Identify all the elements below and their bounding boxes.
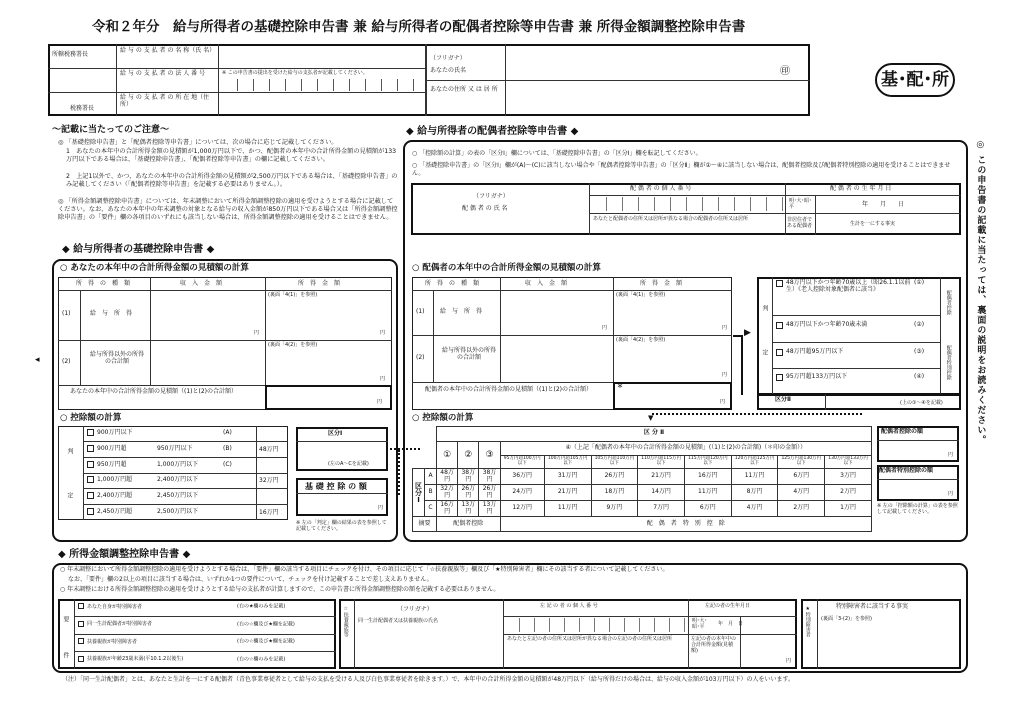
payer-name-label: 給 与 の 支 払 者 の 名 称（氏 名）: [120, 47, 216, 54]
haigu-row2-shotoku-field[interactable]: [615, 346, 729, 380]
judge-option-code: (①): [914, 279, 925, 286]
haigu-total-yen: 円: [720, 399, 726, 405]
kiso-option-upper: 2,500万円以下: [157, 508, 199, 515]
haigu-col-shotoku: 所 得 金 額: [640, 280, 683, 287]
table-footer-tokubetsu: 配 偶 者 特 別 控 除: [500, 517, 871, 532]
kiso-row2-yen: 円: [380, 376, 386, 382]
youken-item[interactable]: [78, 621, 295, 628]
checkbox[interactable]: [776, 349, 783, 356]
kiso-calc-title: ○ あなたの本年中の合計所得金額の見積額の計算: [60, 263, 249, 273]
kiso-total-yen: 円: [377, 399, 383, 405]
table-cell: 16万円: [437, 501, 458, 517]
your-name-field[interactable]: [508, 46, 808, 78]
judge-option-label: 48万円以下かつ年齢70歳未満: [786, 321, 868, 328]
kubun2-note: (上の①～④を記載): [900, 400, 943, 406]
spouse-era: 明･大･昭･平: [789, 198, 812, 210]
haigu-row2-yen: 円: [722, 372, 728, 378]
checkbox[interactable]: [78, 656, 84, 662]
left-edge-marker: ◂: [35, 355, 40, 365]
fuyou-name-label: 同一生計配偶者又は扶養親族の氏名: [358, 618, 439, 624]
kubun2-label: 区分Ⅱ: [775, 396, 791, 403]
judge-option-code: (④): [914, 373, 925, 380]
payer-number-note: ※ この申告書の提出を受けた給与の支払者が記載してください。: [222, 70, 368, 76]
haigu-row1-yen: 円: [602, 325, 608, 331]
spouse-address-diff: あなたと配偶者の住所又は居所が異なる場合の配偶者の住所又は居所: [593, 216, 749, 222]
fuyou-number-label: 左 記 の 者 の 個 人 番 号: [540, 603, 598, 609]
table-cell: 6万円: [684, 501, 731, 517]
judge-option-row[interactable]: [776, 322, 938, 330]
tax-office-label: 所轄税務署長: [52, 51, 89, 58]
table-cell: 18万円: [591, 485, 638, 501]
spouse-birth-label: 配 偶 者 の 生 年 月 日: [830, 185, 892, 192]
kiso-row2-label: 給与所得以外の所得の合計額: [89, 351, 144, 365]
payer-number-cells[interactable]: [222, 79, 422, 91]
table-col4-head: ④（上記「配偶者の本年中の合計所得金額の見積額」(（1)と(2)の合計額)（＊印の金額））: [500, 441, 871, 455]
haigu-box-note: ※ 左の「控除額の計算」の表を参照して記載してください。: [877, 503, 958, 515]
table-cell: 31万円: [544, 469, 591, 485]
kubun1-field[interactable]: [300, 444, 384, 461]
haigu-note-1: ○ 「控除額の計算」の表の「区分Ⅰ」欄については、「基礎控除申告書」の「区分Ⅰ」欄を転記してください。: [412, 150, 702, 157]
fuyou-income-field[interactable]: [742, 637, 794, 667]
table-cell: 7万円: [638, 501, 685, 517]
table-range-head: 110万円超115万円以下: [638, 455, 685, 469]
fuyou-era: 明･大･昭･平: [692, 618, 708, 630]
table-cell: 36万円: [500, 469, 544, 485]
your-address-field[interactable]: [508, 82, 808, 114]
kiso-option-upper: 2,450万円以下: [157, 492, 199, 500]
kiso-option-row[interactable]: [87, 476, 241, 484]
table-footer-tekiyo: 摘要: [413, 517, 437, 532]
nonresident-label: 非居住者である配偶者: [787, 217, 813, 229]
checkbox[interactable]: [78, 638, 84, 644]
kiso-option-code: (B): [223, 444, 232, 452]
kiso-option-row[interactable]: [87, 492, 241, 500]
youken-item-label: あなた自身が特別障害者: [87, 603, 143, 610]
table-cell: 26万円: [458, 485, 479, 501]
checkbox[interactable]: [776, 322, 783, 329]
haigu-total-field[interactable]: [613, 382, 732, 410]
table-cell: 26万円: [479, 485, 500, 501]
haigu-note-2: ○ 「基礎控除申告書」の「区分Ⅰ」欄が(A)～(C)に該当しない場合や「配偶者控除等申告書」の「区分Ⅱ」欄が①～④に該当しない場合は、配偶者控除及び配偶者特別控除の適用を受けることはできません。: [412, 162, 951, 177]
judge-side-2: 配偶者特別控除: [945, 345, 952, 380]
your-name-label: あなたの氏名: [430, 67, 467, 74]
table-range-head: 95万円超100万円以下: [500, 455, 544, 469]
judge-option-label: 95万円超133万円以下: [786, 373, 848, 380]
table-range-head: 105万円超110万円以下: [591, 455, 638, 469]
kiso-option-row[interactable]: [87, 508, 241, 516]
spouse-name-label: 配 偶 者 の 氏 名: [462, 205, 508, 212]
kiso-row2-ref: (裏面「4(2)」を参照): [268, 342, 318, 348]
form-type-badge: 基･配･所: [875, 63, 955, 97]
table-cell: 21万円: [544, 485, 591, 501]
haigu-row1-label: 給 与 所 得: [440, 308, 483, 315]
spouse-special-field[interactable]: [880, 481, 944, 499]
spouse-ymd: 年 月 日: [862, 201, 905, 208]
kiso-option-lower: 2,400万円超: [97, 492, 133, 500]
kiso-option-amount: 16万円: [259, 509, 279, 516]
haigu-calc-title: ○ 配偶者の本年中の合計所得金額の見積額の計算: [412, 263, 601, 273]
indiv-number-label: 配 偶 者 の 個 人 番 号: [630, 185, 692, 192]
haigu-row1-shotoku-field[interactable]: [615, 300, 729, 333]
table-cell: 13万円: [458, 501, 479, 517]
kiso-connector-v: [398, 450, 400, 495]
table-range-head: 125万円超130万円以下: [778, 455, 825, 469]
table-cell: 21万円: [638, 469, 685, 485]
checkbox[interactable]: [87, 508, 94, 515]
kiso-option-upper: 2,400万円以下: [157, 476, 199, 484]
kiso-hantei: 判 定: [65, 448, 73, 514]
kiso-row1-label: 給 与 所 得: [90, 310, 133, 317]
kiso-option-lower: 900万円以下: [97, 429, 133, 436]
kiso-amount-yen: 円: [378, 505, 384, 511]
youken-item-label: 扶養親族が特別障害者: [87, 638, 138, 645]
tokubetsu-field[interactable]: [820, 626, 958, 666]
table-cell: 16万円: [684, 469, 731, 485]
fuyou-label: ☆扶養親族等: [342, 606, 349, 637]
youken-item-label: 扶養親族が年齢23歳未満(平10.1.2以後生): [87, 656, 184, 662]
kiso-row1-shotoku-field[interactable]: [267, 300, 389, 338]
youken-item-right: (右の☆欄及び★欄を記載): [237, 638, 295, 645]
kiso-col-income: 収 入 金 額: [180, 280, 223, 287]
footnote: （注）「同一生計配偶者」とは、あなたと生計を一にする配偶者（青色事業専従者として給与の支払を受ける人及び白色事業専従者を除きます。）で、本年中の合計所得金額の見積額が48万円以下（給与所得だけの場合は、給与の収入金額が103万円以下）の人をいいます。: [62, 676, 795, 683]
table-row-key: A: [425, 469, 437, 485]
judge-option-row[interactable]: [776, 374, 938, 382]
notes-line-2: 1 あなたの本年中の合計所得金額の見積額が1,000万円以下で、かつ、配偶者の本年中の合計所得金額の見積額が133万円以下である場合は、「基礎控除申告書」、「配偶者控除等申告書」の欄に記載してください。: [66, 148, 397, 163]
kiso-row2-shotoku-field[interactable]: [267, 350, 389, 383]
spouse-number-cells[interactable]: [591, 197, 783, 211]
table-cell: 11万円: [731, 469, 778, 485]
checkbox[interactable]: [87, 492, 94, 499]
your-address-label: あなたの住所 又 は 居 所: [430, 86, 498, 93]
kiso-option-lower: 950万円超: [97, 460, 127, 468]
tokubetsu-ref: (裏面「3-(2)」を参照): [821, 616, 872, 622]
checkbox[interactable]: [776, 280, 783, 287]
table-cell: 2万円: [825, 485, 872, 501]
table-cell: 8万円: [731, 485, 778, 501]
table-cell: 3万円: [825, 469, 872, 485]
table-cell: 1万円: [825, 501, 872, 517]
fuyou-address-label: あなたと左記の者の住所又は居所が異なる場合の左記の者の住所又は居所: [507, 636, 673, 642]
haigu-row2-no: (2): [416, 354, 425, 361]
fuyou-income-yen: 円: [786, 658, 792, 664]
kiso-option-lower: 1,000万円超: [97, 476, 133, 484]
haigu-col-type: 所 得 の 種 類: [425, 280, 480, 287]
notes-line-1: ◎ 「基礎控除申告書」と「配偶者控除等申告書」については、次の場合に応じて記載してください。: [58, 139, 338, 146]
shotoku-heading: ◆ 所得金額調整控除申告書 ◆: [58, 549, 191, 560]
kiso-option-row[interactable]: [87, 445, 241, 453]
kubun2-connector: [652, 413, 862, 415]
haigu-heading: ◆ 給与所得者の配偶者控除等申告書 ◆: [406, 126, 579, 137]
spouse-name-field[interactable]: [414, 216, 586, 233]
kiso-option-lower: 900万円超: [97, 444, 127, 452]
seal-mark: ㊞: [780, 66, 790, 77]
table-spacer: [413, 455, 437, 469]
spouse-deduction-field[interactable]: [880, 442, 944, 460]
checkbox[interactable]: [78, 621, 84, 627]
furigana-label: （フリガナ）: [430, 55, 466, 62]
notes-heading: ～記載に当たってのご注意～: [52, 125, 170, 135]
kiso-option-code: (A): [223, 429, 232, 436]
spouse-deduction-label: 配偶者控除の額: [881, 428, 924, 435]
kubun2-connector-head: ▼: [648, 414, 654, 422]
checkbox[interactable]: [87, 429, 94, 436]
kiso-heading: ◆ 給与所得者の基礎控除申告書 ◆: [62, 244, 215, 255]
kubun2-field[interactable]: [828, 396, 898, 408]
payer-address-label: 給 与 の 支 払 者 の 所 在 地（住 所）: [120, 94, 210, 108]
haigu-row1-ref: (裏面「4(1)」を参照): [616, 292, 666, 298]
kiso-option-code: (C): [223, 460, 232, 468]
table-col-head: ③: [479, 441, 500, 469]
haigu-row2-ref: (裏面「4(2)」を参照): [616, 337, 666, 343]
tax-office-suffix: 税務署長: [70, 105, 95, 112]
haigu-col-income: 収 入 金 額: [525, 280, 568, 287]
tokubetsu-title: 特別障害者に該当する事実: [836, 603, 909, 610]
checkbox[interactable]: [87, 476, 94, 483]
notes-line-3: 2 上記1以外で、かつ、あなたの本年中の合計所得金額の見積額が2,500万円以下である場合は、「基礎控除申告書」のみ記載してください（「配偶者控除等申告書」を記載する必要はありません。）。: [66, 173, 398, 188]
spouse-deduction-yen: 円: [948, 452, 954, 458]
kiso-option-lower: 2,450万円超: [97, 508, 133, 515]
youken-item-label: 同一生計配偶者が特別障害者: [87, 621, 153, 627]
table-cell: 4万円: [778, 485, 825, 501]
kubun1-note: (左のA～Cを記載): [328, 461, 369, 467]
checkbox[interactable]: [776, 374, 783, 381]
youken-item-right: (右の★欄のみを記載): [237, 603, 286, 610]
table-row-key: C: [425, 501, 437, 517]
spouse-special-yen: 円: [948, 491, 954, 497]
shotoku-note-3: ○ 年末調整における所得金額調整控除の適用を受けようとする給与の支払者が計算しますので、この申告書に所得金額調整控除の額を記載する必要はありません。: [60, 586, 500, 593]
table-cell: 38万円: [479, 469, 500, 485]
kiso-total-label: あなたの本年中の合計所得金額の見積額（(1)と(2)の合計額）: [70, 388, 237, 395]
side-note: ◎ この申告書の記載に当たっては、裏面の説明をお読みください。: [975, 140, 986, 446]
table-footer-haigu: 配偶者控除: [437, 517, 501, 532]
kiso-row1-income-field[interactable]: [152, 292, 262, 338]
kiso-option-upper: 950万円以下: [157, 444, 193, 452]
fuyou-birth-label: 左記の者の生年月日: [705, 603, 751, 609]
haigu-total-label: 配偶者の本年中の合計所得金額の見積額（(1)と(2)の合計額）: [425, 386, 592, 393]
fuyou-ymd: 年 月 日: [718, 621, 744, 627]
kiso-col-type: 所 得 の 種 類: [76, 280, 131, 287]
kiso-row1-no: (1): [62, 310, 71, 317]
table-cell: 11万円: [544, 501, 591, 517]
kiso-amount-note: ※ 左の「判定」欄の結果の表を参照して記載してください。: [296, 520, 387, 532]
table-range-head: 115万円超120万円以下: [684, 455, 731, 469]
haigu-row1-no: (1): [416, 308, 425, 315]
fuyou-number-cells[interactable]: [505, 618, 686, 632]
table-row-key: B: [425, 485, 437, 501]
table-range-head: 130万円超133万円以下: [825, 455, 872, 469]
checkbox[interactable]: [87, 461, 94, 468]
kiso-col-shotoku: 所 得 金 額: [298, 280, 341, 287]
kiso-option-upper: 1,000万円以下: [157, 460, 199, 468]
judge-option-row[interactable]: [776, 280, 938, 294]
youken-item[interactable]: [78, 656, 285, 663]
youken-item-right: (右の☆欄及び★欄を記載): [237, 621, 295, 627]
table-cell: 2万円: [778, 501, 825, 517]
form-title: 令和２年分 給与所得者の基礎控除申告書 兼 給与所得者の配偶者控除等申告書 兼 所得金額調整控除申告書: [92, 19, 746, 35]
table-cell: 6万円: [778, 469, 825, 485]
haigu-row1-income-field[interactable]: [502, 292, 610, 333]
judge-option-label: 48万円超95万円以下: [786, 348, 844, 355]
judge-side-1: 配偶者控除: [945, 290, 952, 315]
kiso-amount-label: 基 礎 控 除 の 額: [305, 482, 367, 491]
table-cell: 32万円: [437, 485, 458, 501]
table-range-head: 100万円超105万円以下: [544, 455, 591, 469]
table-col-head: ①: [437, 441, 458, 469]
haigu-row1-yen2: 円: [722, 325, 728, 331]
spouse-special-label: 配偶者特別控除の額: [879, 467, 934, 474]
fuyou-name-field[interactable]: [357, 630, 500, 666]
haigu-deduction-title: ○ 控除額の計算: [412, 413, 474, 423]
haigu-deduction-table: [412, 426, 872, 532]
kiso-option-row[interactable]: [87, 429, 241, 437]
kiso-option-amount: 48万円: [259, 446, 279, 453]
table-cell: 9万円: [591, 501, 638, 517]
notes-line-4: ◎ 「所得金額調整控除申告書」については、年末調整において所得金額調整控除の適用を受けようとする場合に記載してください。なお、あなたの本年中の年末調整の対象となる給与の収入金額が850万円以下である場合又は「所得金額調整控除申告書」の「要件」欄の各項目のいずれにも該当しない場合は、所得金額調整控除の適用を受けることはできません。: [58, 198, 398, 221]
table-cell: 24万円: [500, 485, 544, 501]
table-cell: 12万円: [500, 501, 544, 517]
table-range-head: 120万円超125万円以下: [731, 455, 778, 469]
judge-label: 判 定: [760, 305, 768, 371]
kiso-row1-yen: 円: [254, 330, 260, 336]
kiso-amount-field[interactable]: [300, 495, 375, 514]
spouse-furigana: （フリガナ）: [473, 193, 509, 200]
table-cell: 4万円: [731, 501, 778, 517]
haigu-row2-label: 給与所得以外の所得の合計額: [441, 347, 496, 361]
youken-item[interactable]: [78, 638, 295, 645]
kiso-option-amount: 32万円: [259, 477, 279, 485]
youken-label: 要 件: [61, 616, 69, 670]
table-head-kubun2: 区 分 Ⅱ: [437, 427, 872, 442]
tokubetsu-label: ★特別障害者: [804, 606, 811, 637]
kiso-row1-ref: (裏面「4(1)」を参照): [268, 292, 318, 298]
same-living-label: 生計を一にする事実: [850, 221, 896, 227]
table-cell: 48万円: [437, 469, 458, 485]
youken-item[interactable]: [78, 603, 285, 610]
table-spacer: [413, 427, 437, 456]
kiso-deduction-title: ○ 控除額の計算: [60, 413, 122, 423]
payer-address-field[interactable]: [220, 94, 423, 114]
checkbox[interactable]: [87, 445, 94, 452]
table-kubun1-side: 区分Ⅰ: [413, 469, 425, 517]
checkbox[interactable]: [78, 603, 84, 609]
judge-option-row[interactable]: [776, 349, 938, 357]
haigu-star: ＊: [617, 383, 624, 390]
payer-name-field[interactable]: [220, 46, 423, 66]
kiso-row2-no: (2): [62, 358, 71, 365]
kiso-option-row[interactable]: [87, 461, 241, 469]
judge-option-code: (③): [914, 348, 925, 355]
kiso-total-field[interactable]: [265, 385, 392, 410]
shotoku-note-2: なお、「要件」欄の2以上の項目に該当する場合は、いずれか1つの要件について、チェックを付け記載することで差し支えありません。: [68, 576, 433, 583]
judge-option-label: 48万円以下かつ年齢70歳以上（昭26.1.1以前生）《老人控除対象配偶者に該当》: [786, 279, 911, 293]
fuyou-furigana: （フリガナ）: [397, 606, 433, 613]
table-cell: 26万円: [591, 469, 638, 485]
shotoku-note-1: ○ 年末調整において所得金額調整控除の適用を受けようとする場合は、「要件」欄の該当する項目にチェックを付け、その項目に応じて「☆扶養親族等」欄及び「★特別障害者」欄にその該当する者について記載してください。: [60, 566, 669, 573]
fuyou-income-label: 左記の者の本年中の合計所得金額(見積額): [691, 636, 737, 654]
judge-arrow: [733, 335, 743, 395]
payer-number-label: 給 与 の 支 払 者 の 法 人 番 号: [120, 70, 206, 77]
table-cell: 14万円: [638, 485, 685, 501]
kubun1-label: 区分Ⅰ: [328, 430, 343, 437]
table-cell: 38万円: [458, 469, 479, 485]
judge-arrow-head: ▶: [744, 328, 751, 338]
youken-item-right: (右の☆欄のみを記載): [237, 656, 286, 662]
table-col-head: ②: [458, 441, 479, 469]
table-cell: 11万円: [684, 485, 731, 501]
table-cell: 13万円: [479, 501, 500, 517]
kiso-row1-yen2: 円: [380, 330, 386, 336]
judge-option-code: (②): [914, 321, 925, 328]
